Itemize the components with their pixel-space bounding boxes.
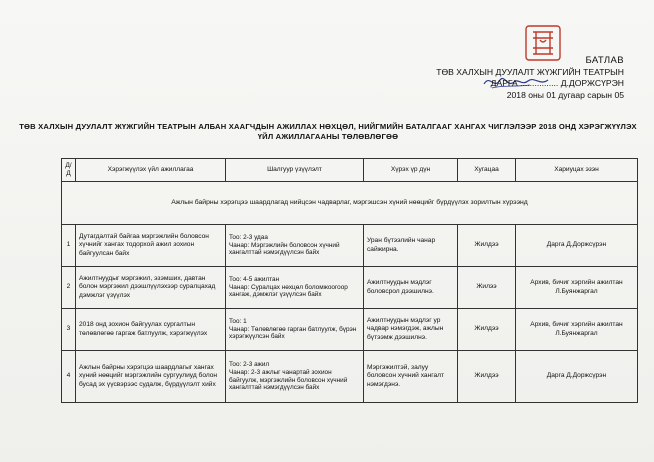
- row-activity: Дутагдалтай байгаа мэргэжлийн боловсон хүчнийг хангах тодорхой ажил зохион байгуулсан байх: [76, 225, 226, 267]
- plan-table: [61, 158, 638, 403]
- row-criteria: Тоо: 1 Чанар: Төлөвлөгөө гарган батлуулж, бүрэн хэрэгжүүлсэн байх: [226, 309, 364, 351]
- row-criteria: Тоо: 4-5 ажилтан Чанар: Суралцах нөхцөл боломжоогоор хангаж, дэмжлэг үзүүлсэн байх: [226, 267, 364, 309]
- section-row: [62, 182, 638, 225]
- row-term: Жилдээ: [458, 309, 516, 351]
- row-activity: Ажлын байрны хэрэгцээ шаардлагыг хангах хүний нөөцийг мэргэжлийн сургуулиуд болон бусад эх үүсвэрээс судалж, бүрдүүлэлт хийх: [76, 351, 226, 403]
- header-owner: Хариуцах эзэн: [516, 159, 638, 182]
- row-num: 4: [62, 351, 76, 403]
- header-result: Хүрэх үр дүн: [364, 159, 458, 182]
- row-criteria: Тоо: 2-3 удаа Чанар: Мэргэжлийн боловсон хүчний хангалттай нэмэгдүүлсэн байх: [226, 225, 364, 267]
- row-owner: Архив, бичиг хэргийн ажилтан Л.Буянжаргал: [516, 309, 638, 351]
- table-row: [62, 309, 638, 351]
- row-num: 1: [62, 225, 76, 267]
- row-owner: Дарга Д.Доржсүрэн: [516, 351, 638, 403]
- row-term: Жилдээ: [458, 351, 516, 403]
- row-result: Мэргэжилтэй, залуу боловсон хүчний хангалт нэмэгдэнэ.: [364, 351, 458, 403]
- row-activity: 2018 онд зохион байгуулах сургалтын төлөвлөгөө гаргаж батлуулж, хэрэгжүүлэх: [76, 309, 226, 351]
- row-activity: Ажилтнуудыг мэргэжил, эзэмших, давтан болон мэргэжил дээшлүүлэхээр суралцахад дэмжлэг үзүүлэх: [76, 267, 226, 309]
- row-owner: Архив, бичиг хэргийн ажилтан Л.Буянжаргал: [516, 267, 638, 309]
- approval-block: [384, 55, 624, 101]
- header-num: Д/Д: [62, 159, 76, 182]
- row-result: Уран бүтээлийн чанар сайжирна.: [364, 225, 458, 267]
- row-num: 2: [62, 267, 76, 309]
- row-term: Жилээ: [458, 267, 516, 309]
- approval-title: БАТЛАВ: [585, 55, 624, 66]
- row-criteria: Тоо: 2-3 ажил Чанар: 2-3 ажлыг чанартай зохион байгуулж, мэргэжлийн боловсон хүчний хангалттай нэмэгдүүлсэн байх: [226, 351, 364, 403]
- row-result: Ажилтнуудын мэдлэг боловсрол дээшилнэ.: [364, 267, 458, 309]
- header-activity: Хэрэгжүүлэх үйл ажиллагаа: [76, 159, 226, 182]
- header-term: Хугацаа: [458, 159, 516, 182]
- row-num: 3: [62, 309, 76, 351]
- table-header-row: [62, 159, 638, 182]
- table-row: [62, 225, 638, 267]
- document-heading: ТӨВ ХАЛХЫН ДУУЛАЛТ ЖҮЖГИЙН ТЕАТРЫН АЛБАН ХААГЧДЫН АЖИЛЛАХ НӨХЦӨЛ, НИЙГМИЙН БАТАЛГААГ ХАНГАХ ЧИГЛЭЛЭЭР 2018 ОНД ХЭРЭГЖҮҮЛЭХ ҮЙЛ АЖИЛЛАГААНЫ ТӨЛӨВЛӨГӨӨ: [19, 122, 637, 141]
- row-term: Жилдээ: [458, 225, 516, 267]
- table-row: [62, 351, 638, 403]
- approval-date: 2018 оны 01 дугаар сарын 05: [506, 89, 624, 100]
- section-label: Ажлын байрны хэрэгцээ шаардлагад нийцсэн чадварлаг, мэргэшсэн хүний нөөцийг бүрдүүлэх зорилтын хүрээнд: [62, 182, 638, 225]
- approval-director: ДАРГА ................ Д.ДОРЖСҮРЭН: [490, 78, 624, 88]
- approval-org: ТӨВ ХАЛХЫН ДУУЛАЛТ ЖҮЖГИЙН ТЕАТРЫН: [436, 66, 624, 77]
- header-criteria: Шалгуур үзүүлэлт: [226, 159, 364, 182]
- row-result: Ажилтнуудын мэдлэг ур чадвар нэмэгдэж, ажлын бүтээмж дээшилнэ.: [364, 309, 458, 351]
- table-row: [62, 267, 638, 309]
- row-owner: Дарга Д.Доржсүрэн: [516, 225, 638, 267]
